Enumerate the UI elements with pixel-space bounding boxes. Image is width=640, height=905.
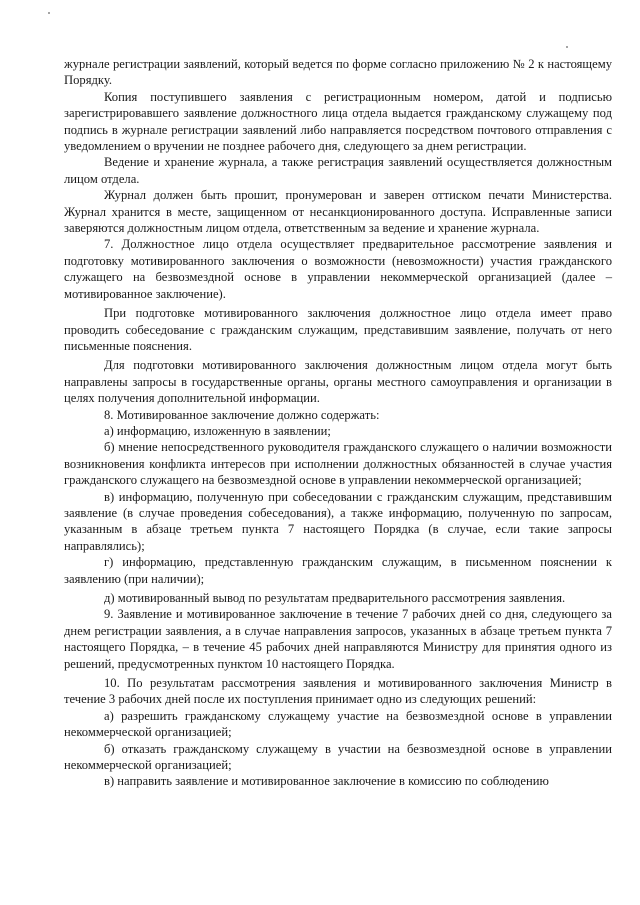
- paragraph-7: Для подготовки мотивированного заключения должностным лицом отдела могут быть направлены запросы в государственные органы, органы местного самоуправления и организации в целях получения дополнительной информации.: [64, 358, 612, 406]
- list-item-b: б) мнение непосредственного руководителя гражданского служащего о наличии возможности возникновения конфликта интересов при исполнении должностных обязанностей в случае участия гражданского служащего на безвозмездной основе в управлении некоммерческой организацией;: [64, 440, 612, 488]
- decision-item-a: а) разрешить гражданскому служащему участие на безвозмездной основе в управлении некоммерческой организацией;: [64, 708, 612, 740]
- scan-speck: [566, 46, 568, 48]
- decision-item-b: б) отказать гражданскому служащему в участии на безвозмездной основе в управлении некоммерческой организацией;: [64, 741, 612, 773]
- paragraph-3: Ведение и хранение журнала, а также регистрация заявлений осуществляется должностным лицом отдела.: [64, 155, 612, 186]
- scan-speck: [48, 12, 50, 14]
- paragraph-2: Копия поступившего заявления с регистрационным номером, датой и подписью зарегистрировавшего заявление должностного лица отдела выдается гражданскому служащему под подпись в журнале регистрации заявлений либо направляется посредством почтового отправления с уведомлением о вручении не позднее рабочего дня, следующего за днем регистрации.: [64, 89, 612, 154]
- paragraph-item-10: 10. По результатам рассмотрения заявления и мотивированного заключения Министр в течение 3 рабочих дней после их поступления принимает одно из следующих решений:: [64, 676, 612, 707]
- paragraph-item-7: 7. Должностное лицо отдела осуществляет предварительное рассмотрение заявления и подготовку мотивированного заключения о возможности (невозможности) участия гражданского служащего на безвозмездной основе в управлении некоммерческой организацией (далее – мотивированное заключение).: [64, 237, 612, 301]
- paragraph-1: журнале регистрации заявлений, который ведется по форме согласно приложению № 2 к настоящему Порядку.: [64, 57, 612, 88]
- paragraph-6: При подготовке мотивированного заключения должностное лицо отдела имеет право проводить собеседование с гражданским служащим, представившим заявление, получать от него письменные пояснения.: [64, 306, 612, 353]
- list-item-v: в) информацию, полученную при собеседовании с гражданским служащим, представившим заявление (в случае проведения собеседования), а также информацию, полученную по запросам, указанным в абзаце третьем пункта 7 настоящего Порядка (в случае, если такие запросы направлялись);: [64, 489, 612, 553]
- paragraph-item-8: 8. Мотивированное заключение должно содержать:: [104, 407, 380, 422]
- list-item-a: а) информацию, изложенную в заявлении;: [104, 423, 331, 438]
- paragraph-item-9: 9. Заявление и мотивированное заключение в течение 7 рабочих дней со дня, следующего за днем регистрации заявления, а в случае направления запросов, указанных в абзаце третьем пункта 7 настоящего Порядка, – в течение 45 рабочих дней направляются Министру для принятия одного из решений, предусмотренных пунктом 10 настоящего Порядка.: [64, 607, 612, 671]
- list-item-d: д) мотивированный вывод по результатам предварительного рассмотрения заявления.: [104, 591, 566, 605]
- decision-item-v: в) направить заявление и мотивированное заключение в комиссию по соблюдению: [104, 774, 549, 789]
- paragraph-4: Журнал должен быть прошит, пронумерован и заверен оттиском печати Министерства. Журнал хранится в месте, защищенном от несанкционированного доступа. Исправленные записи заверяются должностным лицом отдела, ответственным за ведение и хранение журнала.: [64, 188, 612, 236]
- list-item-g: г) информацию, представленную гражданским служащим, в письменном пояснении к заявлению (при наличии);: [64, 555, 612, 586]
